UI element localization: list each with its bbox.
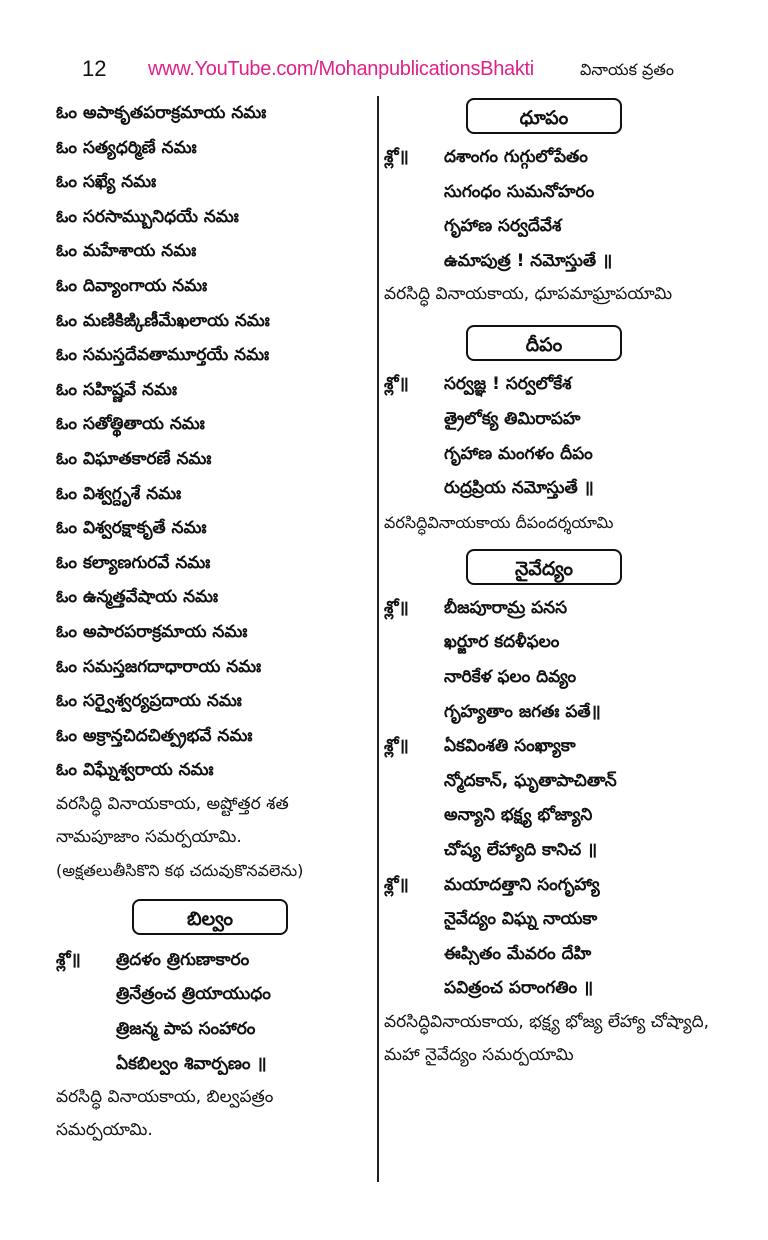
running-title: వినాయక వ్రతం	[580, 60, 674, 79]
name-line: ఓం దివ్యాంగాయ నమః	[56, 275, 208, 296]
dhupam-title: ధూపం	[466, 98, 622, 134]
dhupam-closing: వరసిద్ధి వినాయకాయ, ధూపమాఘ్రాపయామి	[384, 284, 673, 305]
verse-line: గృహ్యతాం జగతః పతే॥	[444, 701, 601, 722]
verse-line: ఏకవింశతి సంఖ్యాకా	[444, 736, 576, 757]
name-line: ఓం ఉన్మత్తవేషాయ నమః	[56, 587, 219, 608]
dhupam-verse	[384, 140, 714, 278]
verse-line: త్రిజన్మ పాప సంహారం	[116, 1019, 256, 1040]
shloka-mark: శ్లో॥	[384, 874, 409, 895]
deepam-verse	[384, 367, 714, 505]
name-line: ఓం కల్యాణగురవే నమః	[56, 552, 211, 573]
verse-line: మయాదత్తాని సంగృహ్యా	[444, 874, 600, 895]
shloka-mark: శ్లో॥	[56, 949, 81, 970]
verse-line: నారికేళ ఫలం దివ్యం	[444, 666, 577, 687]
bilvam-verse	[56, 943, 374, 1081]
name-line: ఓం విఘ్నేశ్వరాయ నమః	[56, 760, 214, 781]
verse-line: ఉమాపుత్ర ! నమోస్తుతే ॥	[444, 250, 613, 271]
verse-line: నైవేద్యం విఘ్న నాయకా	[444, 909, 598, 930]
verse-line: సర్వజ్ఞ ! సర్వలోకేశ	[444, 374, 572, 395]
names-list	[56, 96, 374, 788]
instruction-note: (అక్షతలుతీసికొని కథ చదువుకొనవలెను)	[56, 860, 304, 880]
bilvam-closing: వరసిద్ధి వినాయకాయ, బిల్వపత్రం సమర్పయామి.	[56, 1087, 274, 1141]
column-divider	[377, 96, 379, 1182]
verse-line: చోష్య లేహ్యాది కానిచ ॥	[444, 839, 598, 860]
verse-line: గృహాణ మంగళం దీపం	[444, 443, 593, 464]
verse-line: ఈప్సితం మేవరం దేహి	[444, 943, 592, 964]
name-line: ఓం విశ్వగ్దృశే నమః	[56, 483, 182, 504]
deepam-closing: వరసిద్ధివినాయకాయ దీపందర్శయామి	[384, 512, 614, 532]
naivedyam-verse	[384, 591, 714, 729]
youtube-url: www.YouTube.com/MohanpublicationsBhakti	[148, 58, 534, 80]
name-line: ఓం విఘాతకారణే నమః	[56, 448, 212, 469]
ashtottara-closing: వరసిద్ధి వినాయకాయ, అష్టోత్తర శత నామపూజాం సమర్పయామి.	[56, 793, 289, 847]
page-header	[0, 56, 768, 92]
page-number: 12	[82, 56, 107, 81]
name-line: ఓం అపాకృతపరాక్రమాయ నమః	[56, 103, 267, 123]
naivedyam-verse	[384, 868, 714, 1006]
name-line: ఓం సరసామ్బునిధయే నమః	[56, 206, 239, 227]
name-line: ఓం సహిష్ణవే నమః	[56, 379, 178, 400]
name-line: ఓం సతోత్థితాయ నమః	[56, 414, 205, 435]
naivedyam-title: నైవేద్యం	[466, 549, 622, 585]
deepam-title: దీపం	[466, 325, 622, 361]
name-line: ఓం సమస్తజగదాధారాయ నమః	[56, 656, 262, 677]
shloka-mark: శ్లో॥	[384, 736, 409, 757]
naivedyam-closing: వరసిద్ధివినాయకాయ, భక్ష్య భోజ్య లేహ్యా చోష్యాది, మహా నైవేద్యం సమర్పయామి	[384, 1011, 710, 1065]
verse-line: ఖర్జూర కదళీఫలం	[444, 632, 560, 653]
verse-line: త్రైలోక్య తిమిరాపహ	[444, 408, 581, 429]
verse-line: దశాంగం గుగ్గులోపేతం	[444, 147, 588, 167]
name-line: ఓం సత్యధర్మిణే నమః	[56, 137, 197, 158]
shloka-mark: శ్లో॥	[384, 147, 409, 167]
name-line: ఓం సఖ్యే నమః	[56, 172, 157, 193]
name-line: ఓం విశ్వరక్షాకృతే నమః	[56, 518, 207, 539]
shloka-mark: శ్లో॥	[384, 597, 409, 618]
bilvam-title: బిల్వం	[132, 899, 288, 935]
naivedyam-verse	[384, 729, 714, 867]
verse-line: అన్యాని భక్ష్య భోజ్యాని	[444, 805, 593, 826]
shloka-mark: శ్లో॥	[384, 374, 409, 395]
verse-line: ఏకబిల్వం శివార్పణం ॥	[116, 1053, 267, 1074]
name-line: ఓం సమస్తదేవతామూర్తయే నమః	[56, 345, 270, 366]
verse-line: త్రినేత్రంచ త్రియాయుధం	[116, 984, 271, 1005]
name-line: ఓం అపారపరాక్రమాయ నమః	[56, 621, 248, 642]
name-line: ఓం సర్వైశ్వర్యప్రదాయ నమః	[56, 691, 242, 712]
verse-line: రుద్రప్రియ నమోస్తుతే ॥	[444, 478, 594, 499]
verse-line: సుగంధం సుమనోహరం	[444, 181, 595, 202]
left-column	[56, 96, 374, 1147]
name-line: ఓం అక్రాన్తచిదచిత్ప్రభవే నమః	[56, 725, 253, 746]
name-line: ఓం మణికిఙ్కిణీమేఖలాయ నమః	[56, 310, 270, 331]
verse-line: బీజపూరామ్ర పనస	[444, 597, 568, 618]
verse-line: న్మోదకాన్, ఘృతాపాచితాన్	[444, 770, 617, 791]
name-line: ఓం మహేశాయ నమః	[56, 241, 197, 262]
right-column	[384, 96, 714, 1072]
verse-line: గృహాణ సర్వదేవేశ	[444, 216, 562, 237]
verse-line: పవిత్రంచ పరాంగతిం ॥	[444, 978, 594, 999]
verse-line: త్రిదళం త్రిగుణాకారం	[116, 949, 250, 970]
